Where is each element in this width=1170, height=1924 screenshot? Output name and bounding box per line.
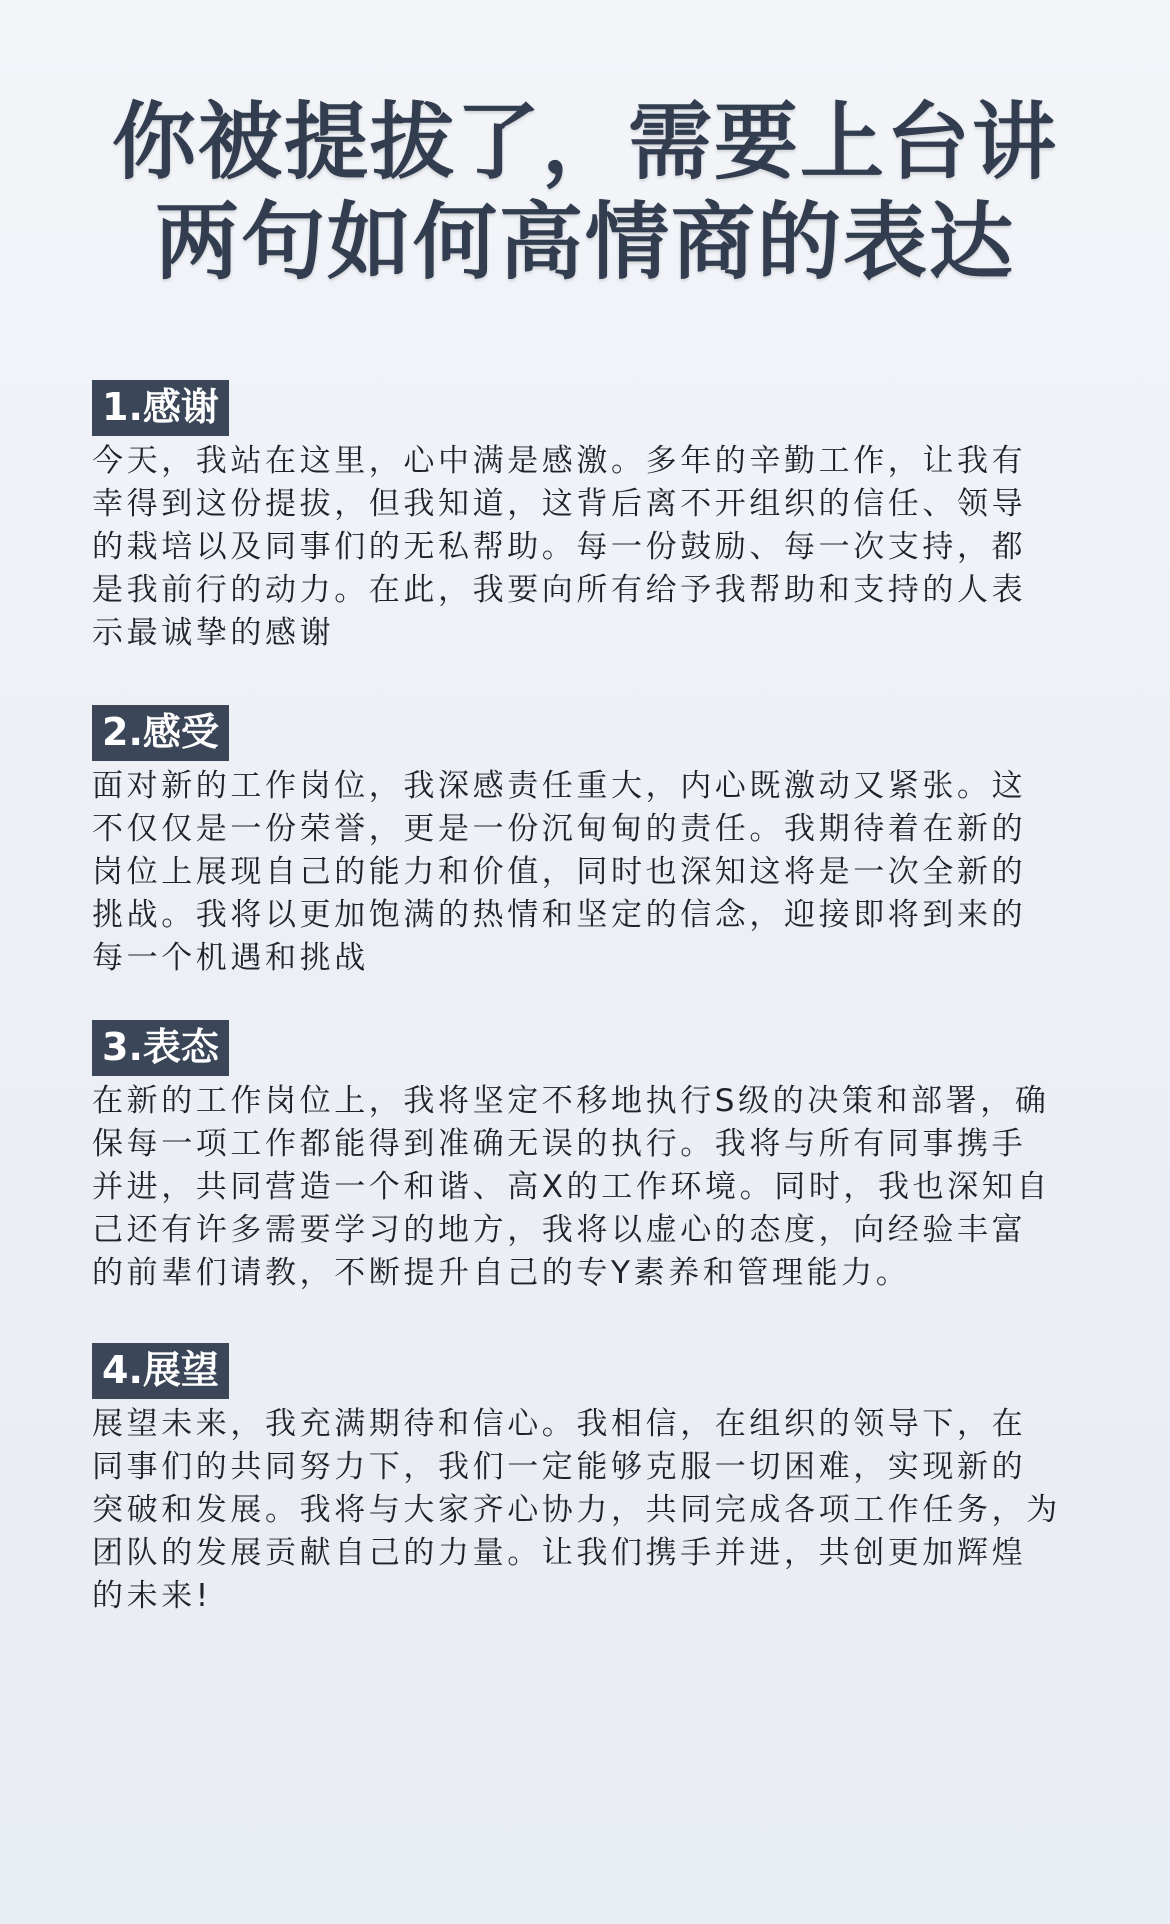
body-line: 保每一项工作都能得到准确无误的执行。我将与所有同事携手 xyxy=(92,1126,1027,1162)
section-commitment xyxy=(92,1020,1112,1295)
section-thanks xyxy=(92,380,1112,655)
body-line: 面对新的工作岗位，我深感责任重大，内心既激动又紧张。这 xyxy=(92,768,1027,804)
section-heading: 4.展望 xyxy=(92,1343,229,1399)
body-line: 的栽培以及同事们的无私帮助。每一份鼓励、每一次支持，都 xyxy=(92,529,1027,565)
body-line: 在新的工作岗位上，我将坚定不移地执行S级的决策和部署，确 xyxy=(92,1083,1050,1119)
body-line: 的未来! xyxy=(92,1578,212,1614)
body-line: 每一个机遇和挑战 xyxy=(92,940,369,976)
section-body xyxy=(92,765,1112,980)
body-line: 挑战。我将以更加饱满的热情和坚定的信念，迎接即将到来的 xyxy=(92,897,1027,933)
body-line: 并进，共同营造一个和谐、高X的工作环境。同时，我也深知自 xyxy=(92,1169,1052,1205)
body-line: 不仅仅是一份荣誉，更是一份沉甸甸的责任。我期待着在新的 xyxy=(92,811,1027,847)
body-line: 是我前行的动力。在此，我要向所有给予我帮助和支持的人表 xyxy=(92,572,1027,608)
section-heading: 1.感谢 xyxy=(92,380,229,436)
body-line: 团队的发展贡献自己的力量。让我们携手并进，共创更加辉煌 xyxy=(92,1535,1027,1571)
page-title xyxy=(0,92,1170,292)
body-line: 展望未来，我充满期待和信心。我相信，在组织的领导下，在 xyxy=(92,1406,1027,1442)
title-line-1: 你被提拔了，需要上台讲 xyxy=(111,93,1058,191)
section-feelings xyxy=(92,705,1112,980)
body-line: 示最诚挚的感谢 xyxy=(92,615,335,651)
body-line: 己还有许多需要学习的地方，我将以虚心的态度，向经验丰富 xyxy=(92,1212,1027,1248)
title-line-2: 两句如何高情商的表达 xyxy=(154,193,1015,291)
body-line: 突破和发展。我将与大家齐心协力，共同完成各项工作任务，为 xyxy=(92,1492,1061,1528)
section-heading: 3.表态 xyxy=(92,1020,229,1076)
section-body xyxy=(92,1403,1112,1618)
body-line: 的前辈们请教，不断提升自己的专Y素养和管理能力。 xyxy=(92,1255,911,1291)
body-line: 同事们的共同努力下，我们一定能够克服一切困难，实现新的 xyxy=(92,1449,1027,1485)
section-body xyxy=(92,1080,1112,1295)
body-line: 岗位上展现自己的能力和价值，同时也深知这将是一次全新的 xyxy=(92,854,1027,890)
body-line: 今天，我站在这里，心中满是感激。多年的辛勤工作，让我有 xyxy=(92,443,1027,479)
body-line: 幸得到这份提拔，但我知道，这背后离不开组织的信任、领导 xyxy=(92,486,1027,522)
section-outlook xyxy=(92,1343,1112,1618)
section-body xyxy=(92,440,1112,655)
section-heading: 2.感受 xyxy=(92,705,229,761)
